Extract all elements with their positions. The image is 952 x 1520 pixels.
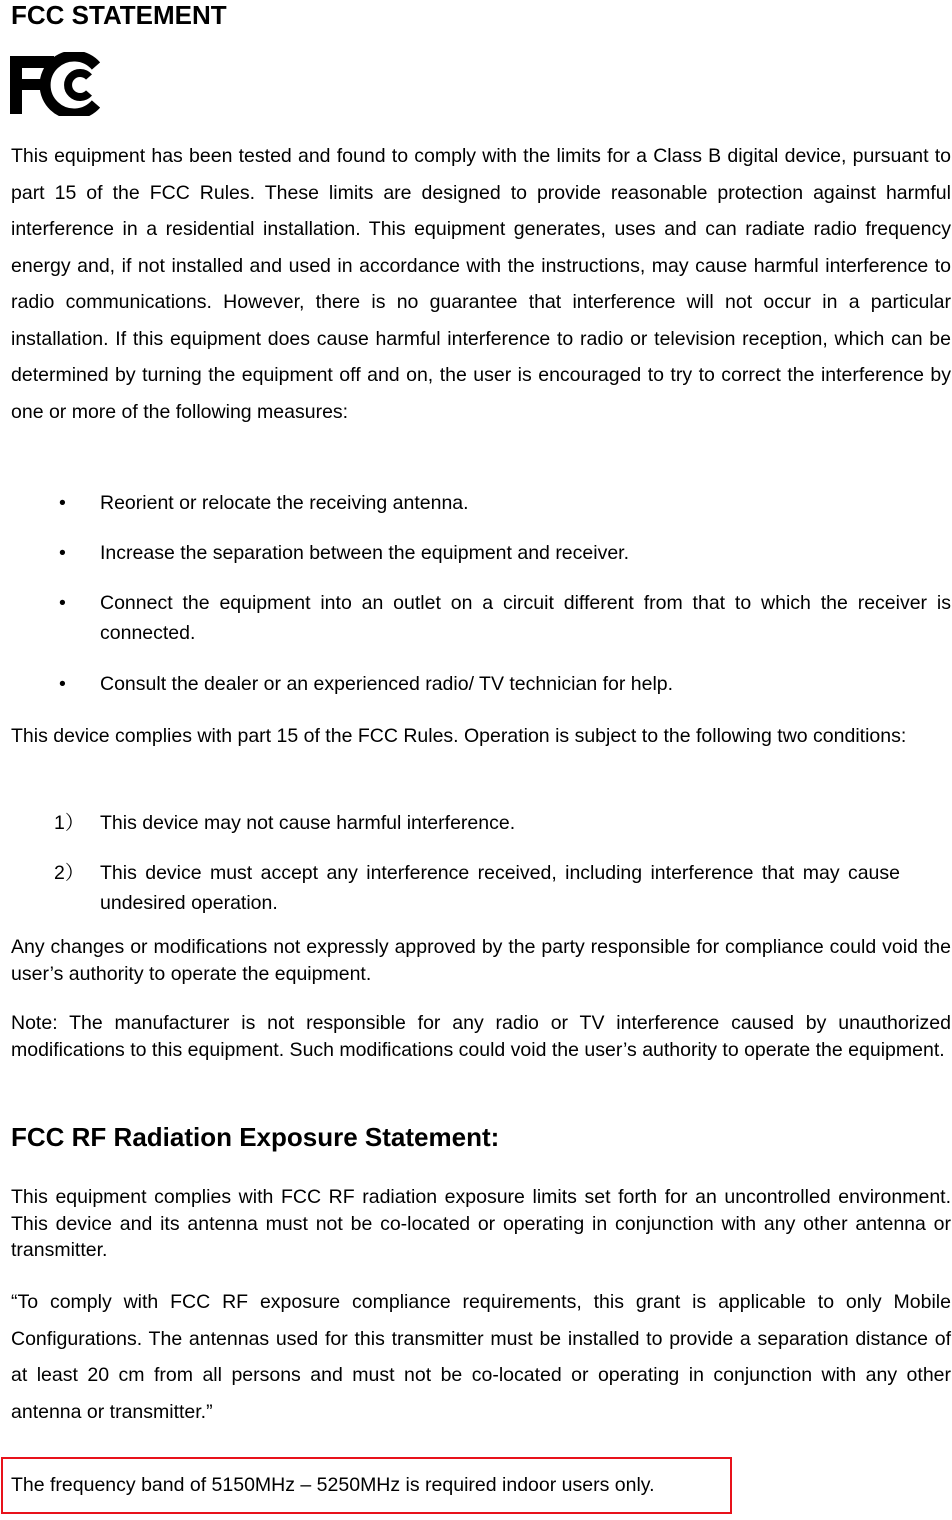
note-paragraph: Note: The manufacturer is not responsible for any radio or TV interference caused by unauthorized modifications to this equipment. Such modifications could void the user’s authority to operate the equipment.: [11, 1012, 951, 1061]
rf-exposure-heading: FCC RF Radiation Exposure Statement:: [11, 1122, 500, 1152]
list-item: Consult the dealer or an experienced radio/ TV technician for help.: [100, 673, 674, 695]
bullet-dot: •: [59, 673, 66, 695]
bullet-dot: •: [59, 592, 66, 614]
bullet-dot: •: [59, 542, 66, 564]
fcc-logo-icon: [10, 52, 100, 116]
page-title: FCC STATEMENT: [11, 0, 227, 30]
list-item: Increase the separation between the equipment and receiver.: [100, 542, 630, 564]
condition-number: 2）: [54, 862, 85, 884]
bullet-dot: •: [59, 492, 66, 514]
condition-item: This device must accept any interference received, including interference that may cause undesired operation.: [100, 862, 900, 914]
compliance-paragraph: This device complies with part 15 of the FCC Rules. Operation is subject to the following two conditions:: [11, 725, 907, 747]
modifications-paragraph: Any changes or modifications not expressly approved by the party responsible for compliance could void the user’s authority to operate the equipment.: [11, 936, 951, 985]
frequency-band-note: The frequency band of 5150MHz – 5250MHz is required indoor users only.: [11, 1474, 655, 1496]
rf-exposure-paragraph: This equipment complies with FCC RF radiation exposure limits set forth for an uncontrolled environment. This device and its antenna must not be co-located or operating in conjunction with any other antenna or transmitter.: [11, 1186, 951, 1261]
condition-number: 1）: [54, 812, 85, 834]
list-item: Reorient or relocate the receiving antenna.: [100, 492, 469, 514]
intro-paragraph: This equipment has been tested and found to comply with the limits for a Class B digital device, pursuant to part 15 of the FCC Rules. These limits are designed to provide reasonable protection against harmful interference in a residential installation. This equipment generates, uses and can radiate radio frequency energy and, if not installed and used in accordance with the instructions, may cause harmful interference to radio communications. However, there is no guarantee that interference will not occur in a particular installation. If this equipment does cause harmful interference to radio or television reception, which can be determined by turning the equipment off and on, the user is encouraged to try to correct the interference by one or more of the following measures:: [11, 145, 951, 423]
list-item: Connect the equipment into an outlet on a circuit different from that to which the receiver is connected.: [100, 592, 951, 644]
grant-quote-paragraph: “To comply with FCC RF exposure compliance requirements, this grant is applicable to only Mobile Configurations. The antennas used for this transmitter must be installed to provide a separation distance of at least 20 cm from all persons and must not be co-located or operating in conjunction with any other antenna or transmitter.”: [11, 1291, 951, 1423]
condition-item: This device may not cause harmful interference.: [100, 812, 516, 834]
